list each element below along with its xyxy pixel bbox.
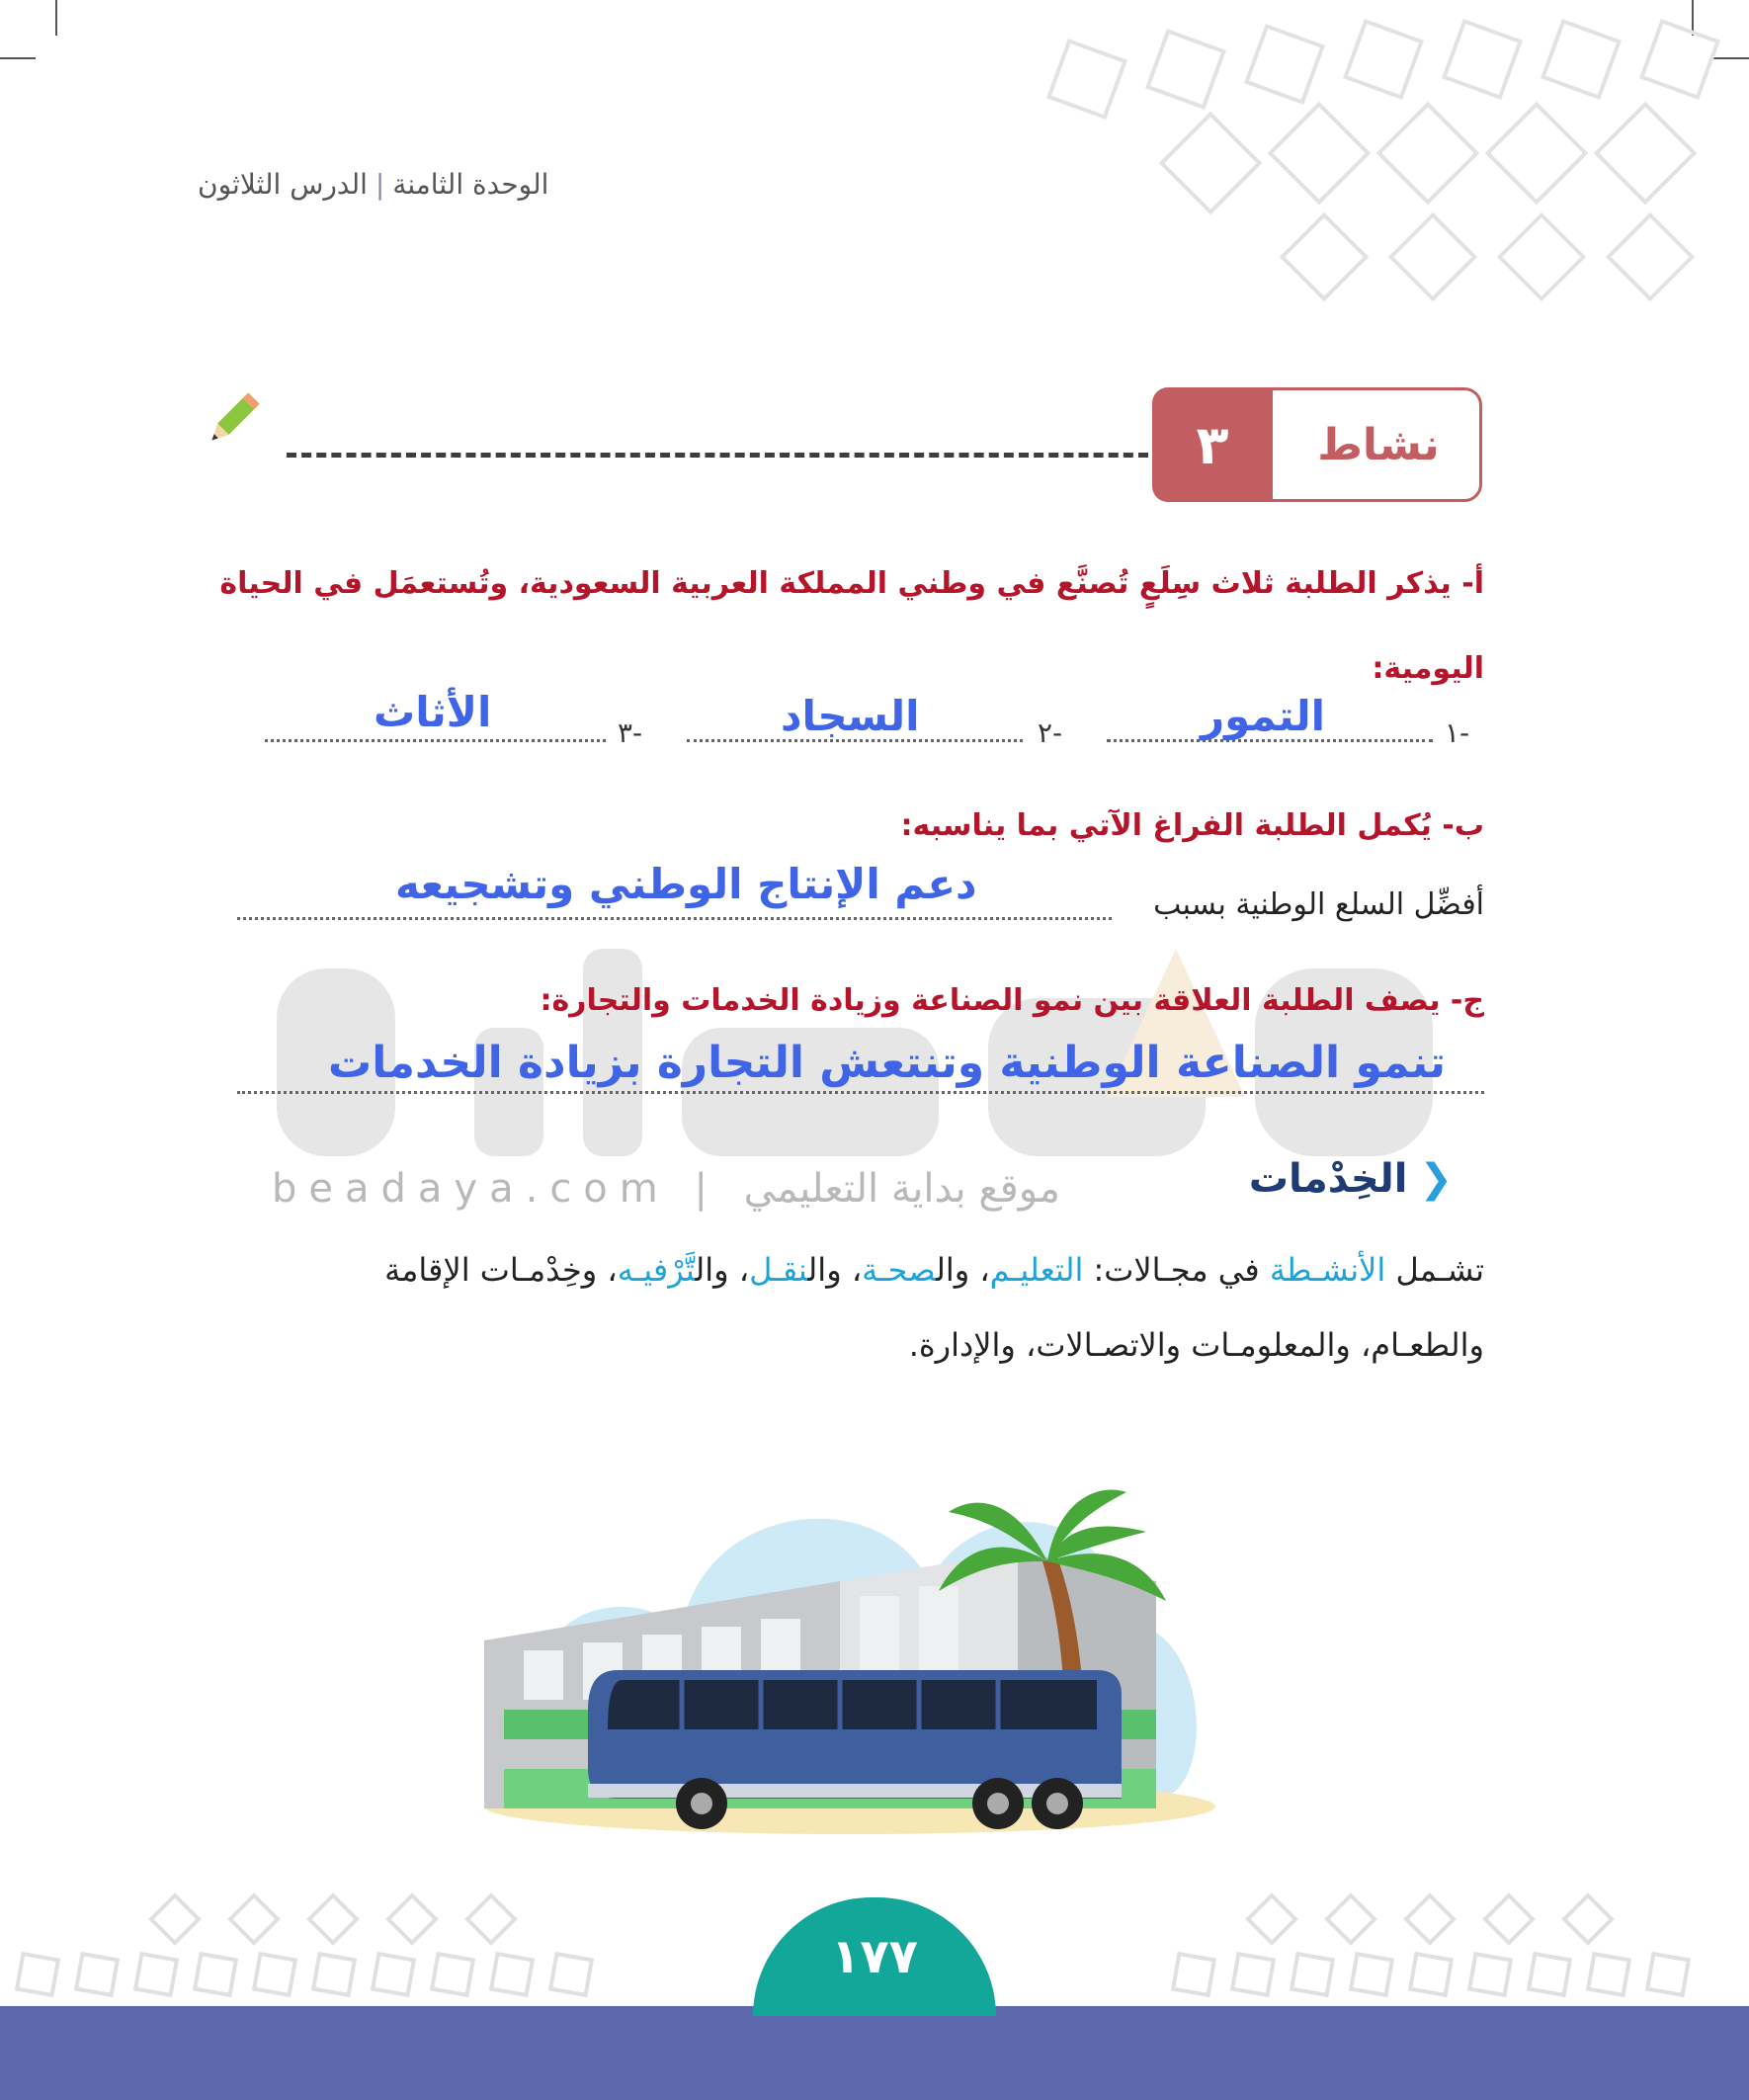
- p1-highlight-education: التعليـم: [989, 1251, 1084, 1289]
- footer-band: [0, 2006, 1749, 2100]
- services-title: [1249, 1156, 1453, 1202]
- activity-number: ٣: [1152, 387, 1273, 502]
- question-c-prompt: ج- يصف الطلبة العلاقة بين نمو الصناعة وزيادة الخدمات والتجارة:: [540, 983, 1484, 1018]
- page-number: ١٧٧: [753, 1897, 996, 2016]
- question-b-answer: دعم الإنتاج الوطني وتشجيعه: [395, 860, 977, 908]
- item-3-answer: الأثاث: [374, 688, 492, 736]
- item-2-number: ٢-: [1038, 716, 1063, 749]
- question-c-answer: تنمو الصناعة الوطنية وتنتعش التجارة بزيادة الخدمات: [328, 1038, 1447, 1088]
- services-paragraph-2: والطعـام، والمعلومـات والاتصـالات، والإدارة.: [908, 1326, 1484, 1364]
- p1-highlight-health: صحـة: [862, 1251, 937, 1289]
- breadcrumb-separator: |: [375, 168, 385, 201]
- chevron-left-icon: ❮: [1419, 1156, 1453, 1202]
- activity-divider: [287, 453, 1148, 458]
- question-a-prompt: أ- يذكر الطلبة ثلاث سِلَعٍ تُصنَّع في وطني المملكة العربية السعودية، وتُستعمَل في الحياة اليومية:: [219, 566, 1484, 686]
- watermark-tagline: موقع بداية التعليمي: [743, 1166, 1060, 1212]
- p1-end: ، وخِدْمـات الإقامة: [384, 1251, 618, 1289]
- item-1-answer: التمور: [1201, 692, 1325, 740]
- question-b-statement: أفضِّل السلع الوطنية بسبب: [1153, 887, 1484, 922]
- p1-highlight-activities: الأنشـطة: [1269, 1251, 1386, 1289]
- p1-mid1: في مجـالات:: [1083, 1251, 1270, 1289]
- question-c-line: [237, 1091, 1484, 1094]
- item-3-line: [265, 739, 606, 742]
- item-2-answer: السجاد: [781, 692, 920, 740]
- watermark-text: [272, 1166, 1060, 1212]
- unit-title: الوحدة الثامنة: [392, 168, 549, 201]
- lesson-title: الدرس الثلاثون: [198, 168, 368, 201]
- p1-highlight-entertainment: تَّرْفيـه: [617, 1251, 696, 1289]
- pencil-icon: [198, 385, 267, 455]
- p1-mid3: ، وال: [807, 1251, 863, 1289]
- p1-mid4: ، وال: [695, 1251, 750, 1289]
- breadcrumb: [198, 168, 548, 201]
- bottom-pattern-left: [0, 1878, 751, 2006]
- watermark-separator: |: [694, 1166, 719, 1212]
- item-1-number: ١-: [1445, 716, 1470, 749]
- bottom-pattern-right: [998, 1878, 1749, 2006]
- services-illustration: [464, 1384, 1235, 1838]
- corner-pattern: [1018, 10, 1749, 336]
- p1-start: تشـمل: [1385, 1251, 1484, 1289]
- services-title-text: الخِدْمات: [1248, 1156, 1408, 1202]
- p1-highlight-transport: نقـل: [749, 1251, 808, 1289]
- question-b-prompt: ب- يُكمل الطلبة الفراغ الآتي بما يناسبه:: [900, 808, 1484, 843]
- item-3-number: ٣-: [618, 716, 643, 749]
- question-b-line: [237, 917, 1112, 920]
- watermark-site: beadaya.com: [272, 1166, 670, 1212]
- p1-mid2: ، وال: [936, 1251, 990, 1289]
- activity-label: نشاط: [1317, 419, 1440, 470]
